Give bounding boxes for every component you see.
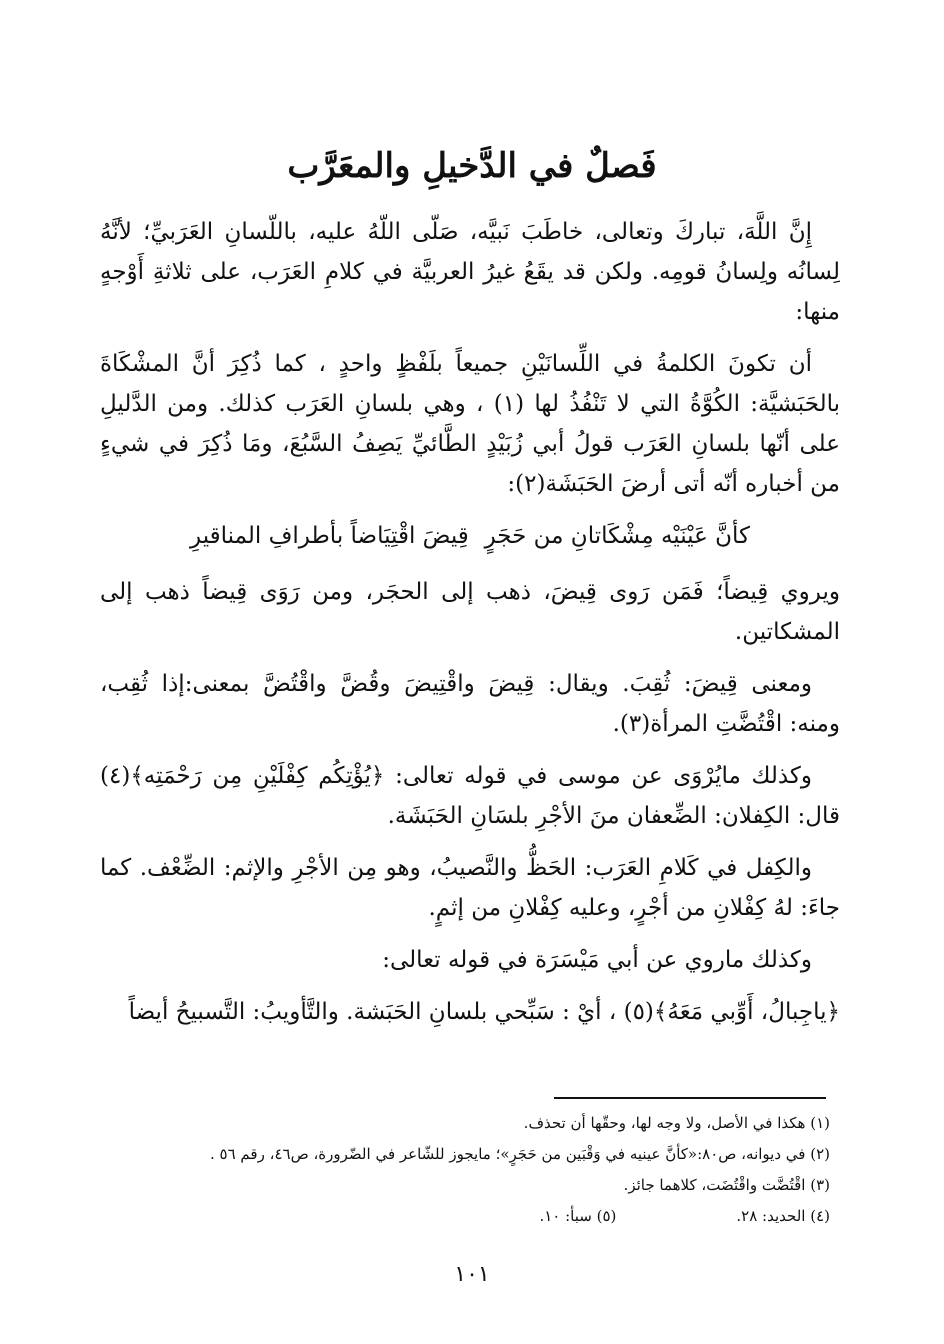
paragraph-intro: إِنَّ اللَّهَ، تباركَ وتعالى، خاطَبَ نَبيَّه، صَلّى اللّهُ عليه، باللّسانِ العَرَبيِّ؛ لأنَّهُ لِسانُه ولِسانُ قومِه. ولكن قد يقَعُ غيرُ العربيَّة في كلامِ العَرَب، على ثلاثةِ أَوْجهٍ منها: [100, 219, 840, 325]
footnote-2: (٢) في ديوانه، ص٨٠:«كأنَّ عينيه في وَقْبَين من حَجَرٍ»؛ مايجوز للشّاعر في الضّرورة، ص٤٦، رقم ٥٦ . [209, 1145, 830, 1163]
verse-second-hemistich: قِيضَ اقْتِيَاضاً بأطرافِ المناقيرِ [190, 523, 469, 549]
footnotes [96, 1108, 830, 1232]
paragraph-riwaya: ويروي قِيضاً؛ فَمَن رَوى قِيضَ، ذهب إلى الحجَر، ومن رَوَى قِيضاً ذهب إلى المشكاتين. [100, 579, 840, 645]
paragraph-mishkat: أن تكونَ الكلمةُ في اللِّسانَيْنِ جميعاً بلَفْظٍ واحدٍ ، كما ذُكِرَ أنَّ المشْكَاةَ بالحَبَشيَّة: الكُوَّةُ التي لا تَنْفُذُ لها (١) ، وهي بلسانِ العَرَب كذلك. ومن الدَّليلِ على أنّها بلسانِ العَرَب قولُ أبي زُبَيْدٍ الطَّائيِّ يَصِفُ السَّبُعَ، ومَا ذُكِرَ في شيءٍ من أخباره أنّه أتى أرضَ الحَبَشَة(٢): [100, 351, 841, 497]
footnote-5: (٥) سبأ: ١٠. [539, 1207, 617, 1225]
main-text [100, 212, 840, 1044]
paragraph-qid-meaning: ومعنى قِيضَ: ثُقِبَ. ويقال: قِيضَ واقْتِيضَ وقُضَّ واقْتُضَّ بمعنى:إذا ثُقِب، ومنه: اقْتُضَّتِ المرأة(٣). [100, 671, 840, 737]
verse-first-hemistich: كأنَّ عَيْنَيْه مِشْكَاتانِ من حَجَرٍ [484, 523, 750, 549]
footnote-separator [554, 1097, 826, 1099]
footnote-row [96, 1201, 830, 1232]
footnote-4: (٤) الحديد: ٢٨. [736, 1207, 830, 1225]
paragraph-kiflan: وكذلك مايُرْوَى عن موسى في قوله تعالى: ﴿يُؤْتِكُم كِفْلَيْنِ مِن رَحْمَتِه﴾(٤) قال: الكِفلان: الضِّعفان منَ الأجْرِ بلسَانِ الحَبَشَة. [100, 763, 840, 829]
paragraph-taweeb: ﴿ياجِبالُ، أَوِّبي مَعَهُ﴾(٥) ، أيْ : سَبِّحي بلسانِ الحَبَشة. والتَّأويبُ: التَّسبيحُ أيضاً [128, 999, 840, 1025]
chapter-title: فَصلٌ في الدَّخيلِ والمعَرَّب [287, 146, 657, 186]
poetry-verse [100, 516, 840, 556]
paragraph-kifl: والكِفل في كَلامِ العَرَب: الحَظُّ والنَّصيبُ، وهو مِن الأجْرِ والإثم: الضِّعْف. كما جاءَ: لهُ كِفْلانِ من أجْرٍ، وعليه كِفْلانِ من إثمٍ. [100, 855, 840, 921]
paragraph-abu-maysara: وكذلك ماروي عن أبي مَيْسَرَة في قوله تعالى: [382, 947, 812, 973]
page-number: ١٠١ [454, 1262, 490, 1287]
footnote-1: (١) هكذا في الأصل، ولا وجه لها، وحقّها أن تحذف. [523, 1114, 830, 1132]
footnote-3: (٣) اقْتُضَّت واقْتُضَت، كلاهما جائز. [623, 1176, 830, 1194]
